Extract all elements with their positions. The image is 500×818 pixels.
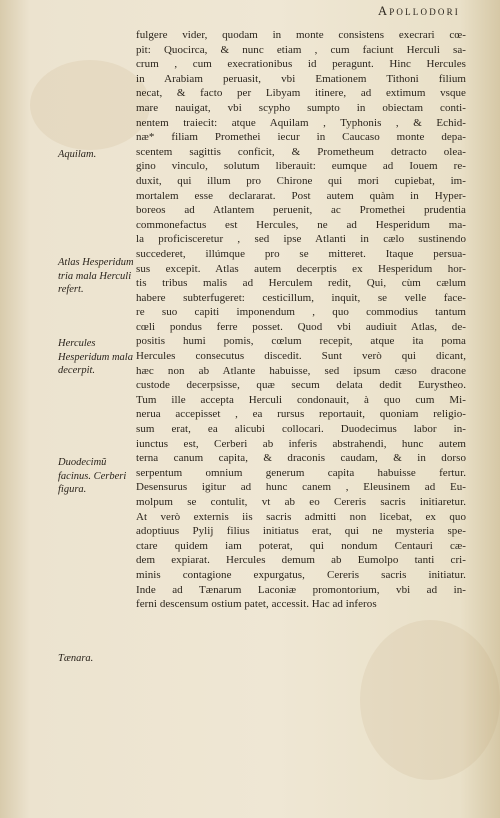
margin-note: Aquilam.: [58, 149, 97, 160]
text-line: At verò externis iis sacris admitti non licebat, ex quo: [136, 510, 466, 523]
text-line: crum , cum execrationibus id peragunt. Hinc Hercules: [136, 58, 466, 71]
text-line: re suo capiti imponendum , quo commodius tantum: [136, 306, 466, 319]
text-line: succederet, illúmque pro se mitteret. Itaque persua-: [136, 247, 466, 260]
text-line: ctare quidem iam poterat, qui nondum Centauri cæ-: [136, 539, 466, 552]
text-line: pit: Quocirca, & nunc etiam , cum faciunt Herculi sa-: [136, 43, 466, 56]
paper-stain: [360, 620, 500, 780]
text-line: positis humi pomis, cœlum recepit, atque ita poma: [136, 335, 466, 348]
text-line: mare nauigat, vbi scypho sumpto in obiectam conti-: [136, 101, 466, 114]
text-line: sum erat, ea alicubi collocari. Duodecimus labor in-: [136, 423, 466, 436]
text-line: Inde ad Tænarum Laconiæ promontorium, vbi ad in-: [136, 583, 466, 596]
margin-note: Atlas Hesperidum tria mala Herculi refert.: [58, 257, 134, 295]
text-line: tis tribus malis ad Herculem redit, Qui, cùm cælum: [136, 277, 466, 290]
text-line: boreos ad Atlantem peruenit, ac Promethei prudentia: [136, 204, 466, 217]
margin-note: Tænara.: [58, 653, 94, 664]
text-line: serpentum omnium generum capita habuisse fertur.: [136, 466, 466, 479]
text-line: in Arabiam peruasit, vbi Emationem Tithoni filium: [136, 72, 466, 85]
text-line: fulgere vider, quodam in monte consistens execrari cœ-: [136, 29, 466, 41]
text-line: necat, & facto per Libyam itinere, ad extimum vsque: [136, 87, 466, 100]
text-line: Tum ille accepta Herculi condonauit, à quo cum Mi-: [136, 393, 466, 406]
text-line: sus excepit. Atlas autem decerptis ex Hesperidum hor-: [136, 262, 466, 275]
text-line: Hercules consecutus discedit. Sunt verò qui dicant,: [136, 350, 466, 363]
body-text: [136, 28, 466, 612]
text-line: dem expiarat. Hercules demum ab Eumolpo tanti cri-: [136, 554, 466, 567]
text-line: nerua accepisset , ea rursus reportauit, quoniam religio-: [136, 408, 466, 421]
paper-stain: [30, 60, 150, 150]
text-line: næ* filiam Promethei iecur in Caucaso monte depa-: [136, 131, 466, 144]
text-line: mortalem esse declararat. Post autem quàm in Hyper-: [136, 189, 466, 202]
text-line: la proficisceretur , sed ipse Atlanti in cælo sustinendo: [136, 233, 466, 246]
text-line: ferni descensum ostium patet, accessit. Hac ad inferos: [136, 598, 377, 611]
margin-note: Duodecimũ facinus. Cerberi figura.: [58, 457, 127, 495]
text-line: nentem traiecit: atque Aquilam , Typhonis , & Echid-: [136, 116, 466, 129]
text-line: duxit, qui illum pro Chirone qui mori cupiebat, im-: [136, 174, 466, 187]
margin-note: Hercules Hesperidum mala decerpit.: [58, 338, 133, 376]
text-line: terna canum capita, & draconis caudam, & in dorso: [136, 452, 466, 465]
running-title: Apollodori: [377, 4, 460, 18]
text-line: hæc non ab Atlante habuisse, sed ipsum cæso dracone: [136, 364, 466, 377]
text-line: molpum se contulit, vt ab eo Cereris sacris initiaretur.: [136, 496, 466, 508]
text-line: gino vinculo, solutum liberauit: eumque ad Iouem re-: [136, 160, 466, 173]
text-line: adoptiuus Pylij filius initiatus erat, qui ne mysteria spe-: [136, 525, 466, 538]
text-line: cœli pondus ferre posset. Quod vbi audiuit Atlas, de-: [136, 320, 466, 333]
text-line: iunctus est, Cerberi ab inferis abstrahendi, hunc autem: [136, 437, 466, 450]
text-line: custode decerpsisse, quæ secum delata dedit Eurystheo.: [136, 379, 466, 392]
text-line: minis contagione expurgatus, Cereris sacris initiatur.: [136, 568, 466, 581]
text-line: scentem sagittis conficit, & Prometheum detracto olea-: [136, 145, 466, 158]
text-line: Desensurus igitur ad hunc canem , Eleusinem ad Eu-: [136, 481, 466, 494]
text-line: commonefactus est Hercules, ne ad Hesperidum ma-: [136, 218, 466, 231]
text-line: habere subterfugeret: cesticillum, inquit, se velle face-: [136, 291, 466, 304]
